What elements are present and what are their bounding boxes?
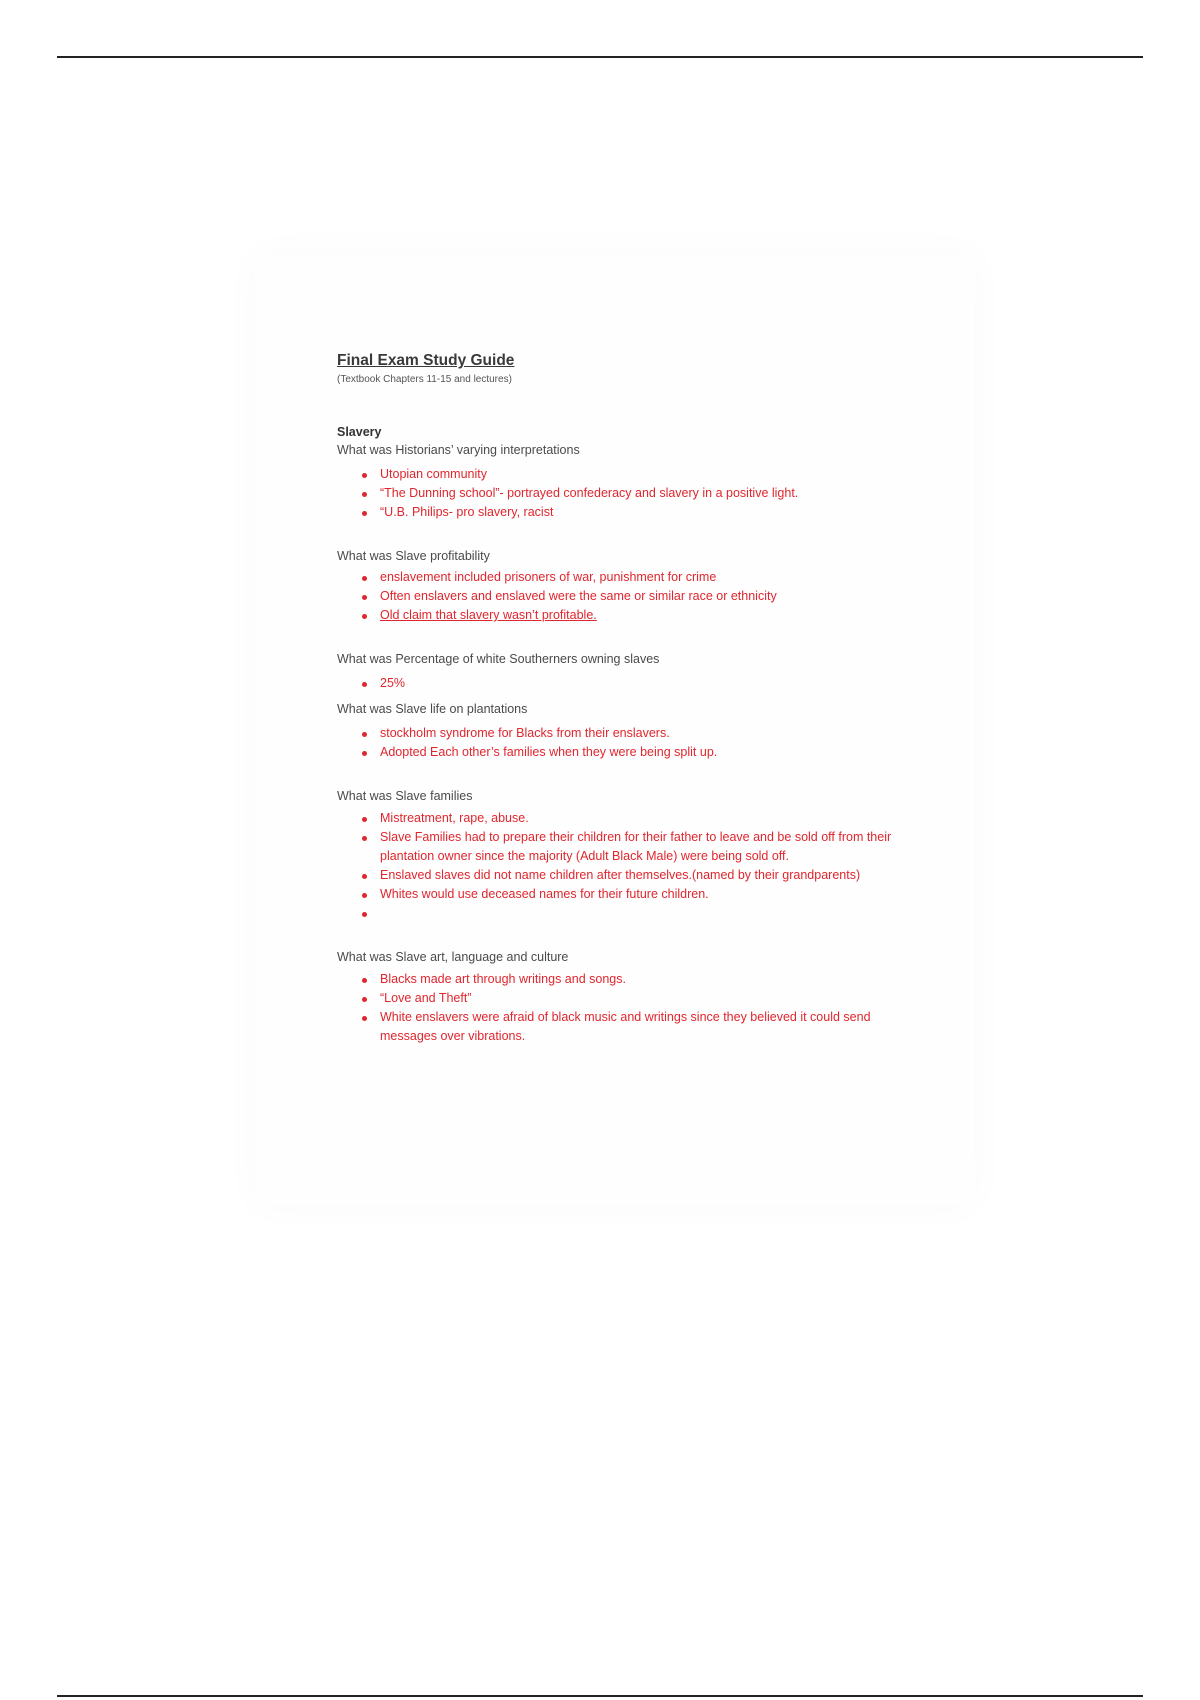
answer-text: Slave Families had to prepare their children for their father to leave and be sold off from their plantation owner since the majority (Adult Black Male) were being sold off.	[380, 830, 892, 863]
study-guide-content	[337, 351, 897, 1046]
bullet-icon	[362, 576, 367, 581]
list-item	[337, 885, 897, 904]
bullet-icon	[362, 817, 367, 822]
answer-text: Enslaved slaves did not name children after themselves.(named by their grandparents)	[380, 868, 861, 882]
list-item	[337, 484, 897, 503]
question-percentage-owning-slaves: What was Percentage of white Southerners owning slaves	[337, 652, 660, 666]
answer-text: Old claim that slavery wasn’t profitable.	[380, 608, 597, 622]
list-item	[337, 568, 897, 587]
list-item	[337, 989, 897, 1008]
answer-text: “U.B. Philips- pro slavery, racist	[380, 505, 554, 519]
question-slave-families: What was Slave families	[337, 789, 473, 803]
answer-text: enslavement included prisoners of war, punishment for crime	[380, 570, 717, 584]
bullet-icon	[362, 473, 367, 478]
list-item	[337, 674, 897, 693]
answer-text: Often enslavers and enslaved were the same or similar race or ethnicity	[380, 589, 777, 603]
question-slave-art-culture: What was Slave art, language and culture	[337, 950, 569, 964]
list-item	[337, 724, 897, 743]
answer-text: Blacks made art through writings and songs.	[380, 972, 626, 986]
bullet-icon	[362, 492, 367, 497]
list-item	[337, 809, 897, 828]
answer-text: Adopted Each other’s families when they were being split up.	[380, 745, 718, 759]
list-item	[337, 606, 897, 625]
bullet-icon	[362, 595, 367, 600]
answer-list	[337, 970, 897, 1046]
list-item	[337, 904, 897, 923]
bullet-icon	[362, 682, 367, 687]
bullet-icon	[362, 836, 367, 841]
answer-list	[337, 465, 897, 522]
answer-list	[337, 724, 897, 762]
bullet-icon	[362, 614, 367, 619]
bullet-icon	[362, 732, 367, 737]
bullet-icon	[362, 893, 367, 898]
list-item	[337, 465, 897, 484]
answer-text: “Love and Theft”	[380, 991, 472, 1005]
answer-list	[337, 568, 897, 625]
question-slave-profitability: What was Slave profitability	[337, 549, 490, 563]
list-item	[337, 503, 897, 522]
answer-list	[337, 674, 897, 693]
bullet-icon	[362, 874, 367, 879]
answer-text: Whites would use deceased names for their future children.	[380, 887, 709, 901]
section-heading: Slavery	[337, 425, 382, 439]
bullet-icon	[362, 912, 367, 917]
answer-text: stockholm syndrome for Blacks from their enslavers.	[380, 726, 670, 740]
list-item	[337, 743, 897, 762]
list-item	[337, 1008, 897, 1046]
bullet-icon	[362, 997, 367, 1002]
answer-text: 25%	[380, 676, 406, 690]
bullet-icon	[362, 511, 367, 516]
bullet-icon	[362, 751, 367, 756]
answer-text: Mistreatment, rape, abuse.	[380, 811, 529, 825]
question-historians-interpretations: What was Historians’ varying interpretations	[337, 443, 580, 457]
bullet-icon	[362, 1016, 367, 1021]
bottom-rule	[57, 1695, 1143, 1697]
list-item	[337, 866, 897, 885]
list-item	[337, 970, 897, 989]
document-subtitle: (Textbook Chapters 11-15 and lectures)	[337, 374, 512, 385]
answer-list	[337, 809, 897, 923]
question-slave-life: What was Slave life on plantations	[337, 702, 528, 716]
document-title: Final Exam Study Guide	[337, 352, 515, 369]
list-item	[337, 828, 897, 866]
answer-text: “The Dunning school”- portrayed confederacy and slavery in a positive light.	[380, 486, 799, 500]
top-rule	[57, 56, 1143, 58]
list-item	[337, 587, 897, 606]
answer-text: White enslavers were afraid of black music and writings since they believed it could send messages over vibrations.	[380, 1010, 871, 1043]
bullet-icon	[362, 978, 367, 983]
answer-text: Utopian community	[380, 467, 487, 481]
